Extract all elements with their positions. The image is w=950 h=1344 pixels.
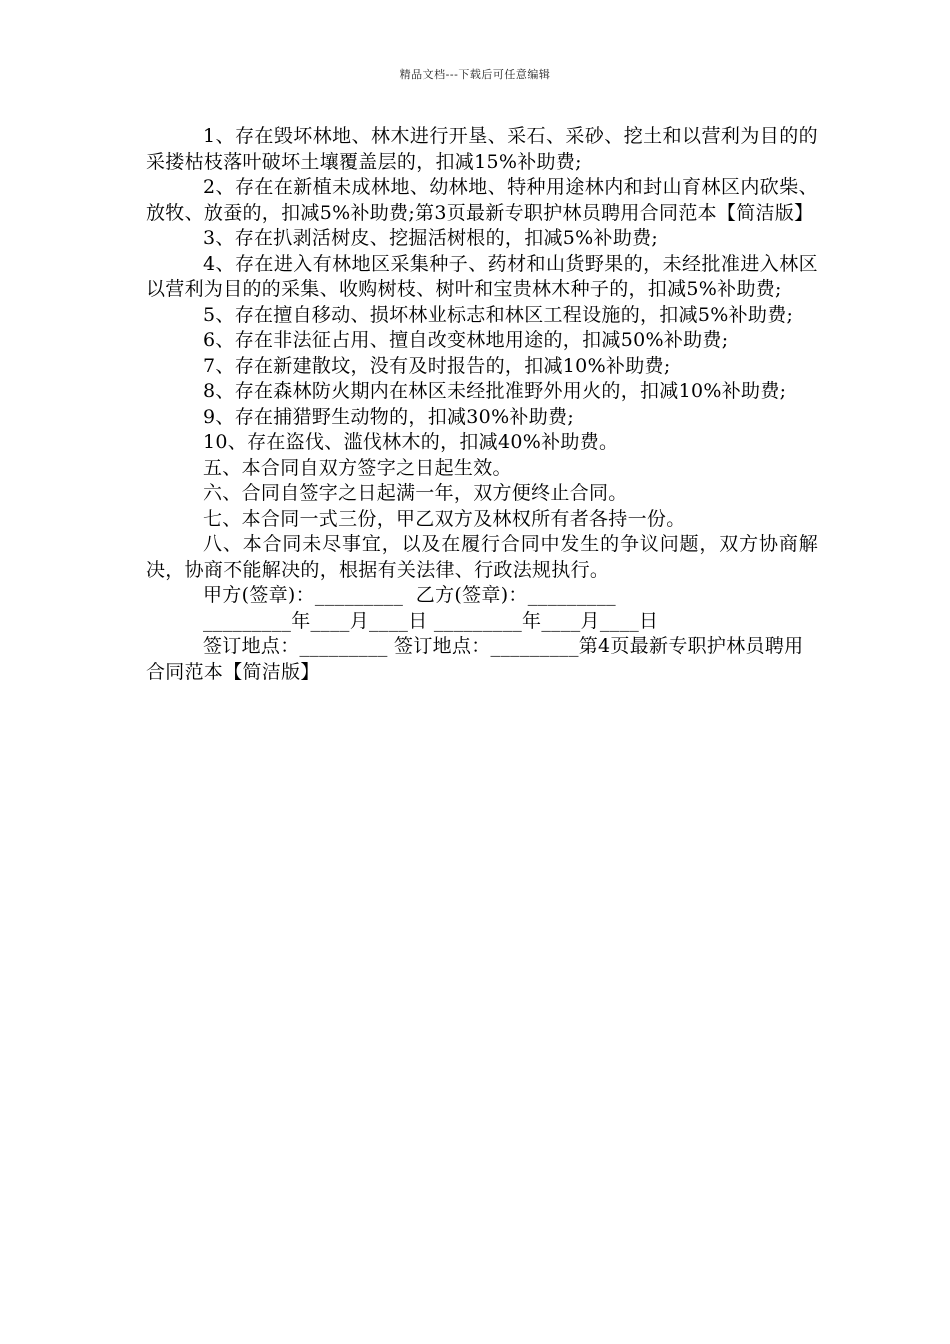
clause-8: 8、存在森林防火期内在林区未经批准野外用火的，扣减10%补助费; (203, 380, 787, 402)
clause-6: 6、存在非法征占用、擅自改变林地用途的，扣减50%补助费; (203, 329, 729, 351)
clause-3: 3、存在扒剥活树皮、挖掘活树根的，扣减5%补助费; (203, 227, 659, 249)
section-eight: 八、本合同未尽事宜，以及在履行合同中发生的争议问题，双方协商解决，协商不能解决的，根据有关法律、行政法规执行。 (146, 533, 818, 581)
signature-parties-line: 甲方(签章)：_________ 乙方(签章)：_________ (203, 584, 616, 606)
clause-5: 5、存在擅自移动、损坏林业标志和林区工程设施的，扣减5%补助费; (203, 303, 794, 326)
contract-body (146, 124, 818, 685)
page-header: 精品文档---下载后可任意编辑 (399, 68, 551, 81)
section-seven: 七、本合同一式三份，甲乙双方及林权所有者各持一份。 (203, 507, 686, 530)
clause-9: 9、存在捕猎野生动物的，扣减30%补助费; (203, 405, 575, 428)
clause-10: 10、存在盗伐、滥伐林木的，扣减40%补助费。 (203, 431, 619, 453)
section-five: 五、本合同自双方签字之日起生效。 (203, 456, 512, 479)
signature-place-line: 签订地点：_________ 签订地点：_________第4页最新专职护林员聘用合同范本【简洁版】 (146, 635, 804, 683)
clause-2: 2、存在在新植未成林地、幼林地、特种用途林内和封山育林区内砍柴、放牧、放蚕的，扣减5%补助费;第3页最新专职护林员聘用合同范本【简洁版】 (146, 176, 818, 224)
clause-1: 1、存在毁坏林地、林木进行开垦、采石、采砂、挖土和以营利为目的的采搂枯枝落叶破坏土壤覆盖层的，扣减15%补助费; (146, 125, 818, 173)
clause-4: 4、存在进入有林地区采集种子、药材和山货野果的，未经批准进入林区以营利为目的的采集、收购树枝、树叶和宝贵林木种子的，扣减5%补助费; (146, 252, 818, 300)
clause-7: 7、存在新建散坟，没有及时报告的，扣减10%补助费; (203, 354, 671, 377)
section-six: 六、合同自签字之日起满一年，双方便终止合同。 (203, 482, 628, 504)
signature-date-line: _________年____月____日 _________年____月____日 (203, 609, 659, 632)
